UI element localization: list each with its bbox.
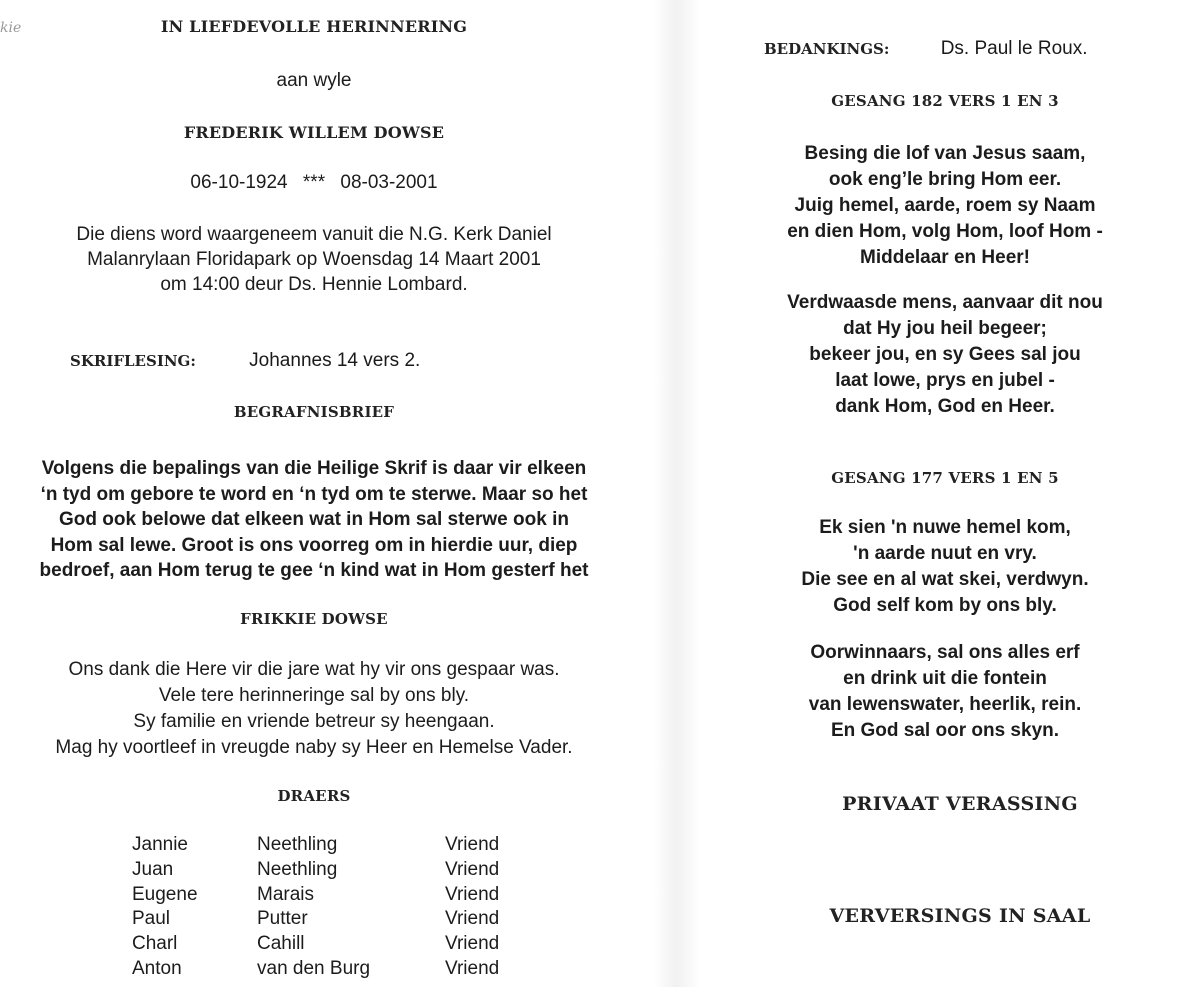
pallbearer-relation: Vriend — [445, 883, 500, 905]
table-row — [132, 958, 499, 983]
life-dates — [0, 170, 628, 195]
tribute-line: Ons dank die Here vir die jare wat hy vir ons gespaar was. — [68, 659, 560, 680]
burial-line: bedroef, aan Hom terug te gee ‘n kind wat in Hom gesterf het — [39, 560, 589, 581]
verse-line: God self kom by ons bly. — [833, 595, 1057, 616]
death-date: 08-03-2001 — [340, 172, 438, 193]
hymn2-verse1 — [700, 515, 1190, 619]
verse-line: laat lowe, prys en jubel - — [835, 370, 1055, 391]
pallbearer-relation: Vriend — [445, 858, 500, 880]
verse-line: Besing die lof van Jesus saam, — [804, 143, 1086, 164]
pallbearer-relation: Vriend — [445, 834, 500, 855]
refreshments-notice: VERVERSINGS IN SAAL — [829, 905, 1091, 927]
tribute-line: Sy familie en vriende betreur sy heengaan. — [133, 711, 495, 732]
pallbearer-relation: Vriend — [445, 908, 500, 930]
pallbearer-first: Jannie — [132, 834, 188, 855]
nickname-heading: FRIKKIE DOWSE — [240, 610, 388, 628]
pallbearer-first: Juan — [132, 858, 174, 880]
service-info — [0, 222, 628, 297]
hymn1-heading: GESANG 182 VERS 1 EN 3 — [831, 92, 1059, 110]
thanks-row — [764, 38, 1088, 60]
date-separator: *** — [302, 172, 326, 193]
hymn2-verse2 — [700, 640, 1190, 744]
verse-line: Oorwinnaars, sal ons alles erf — [810, 642, 1080, 663]
hymn2-heading: GESANG 177 VERS 1 EN 5 — [831, 469, 1059, 487]
table-row — [132, 933, 499, 958]
burial-line: Hom sal lewe. Groot is ons voorreg om in hierdie uur, diep — [50, 534, 578, 556]
thanks-value: Ds. Paul le Roux. — [940, 38, 1088, 59]
pallbearer-relation: Vriend — [445, 957, 500, 979]
cremation-notice: PRIVAAT VERASSING — [842, 793, 1078, 815]
verse-line: Die see en al wat skei, verdwyn. — [801, 569, 1089, 590]
burial-line: God ook belowe dat elkeen wat in Hom sal sterwe ook in — [59, 509, 569, 530]
pallbearer-first: Eugene — [132, 883, 198, 905]
thanks-label: BEDANKINGS: — [764, 40, 890, 58]
pallbearer-first: Anton — [132, 957, 182, 979]
verse-line: bekeer jou, en sy Gees sal jou — [809, 344, 1081, 365]
verse-line: Verdwaasde mens, aanvaar dit nou — [787, 292, 1103, 313]
hymn1-verse2 — [700, 290, 1190, 420]
pallbearers-heading: DRAERS — [277, 787, 351, 805]
right-page — [700, 0, 1200, 987]
service-line: Die diens word waargeneem vanuit die N.G. Kerk Daniel — [76, 224, 552, 245]
verse-line: En God sal oor ons skyn. — [830, 720, 1060, 741]
hymn1-verse1 — [700, 141, 1190, 271]
aan-wyle-text: aan wyle — [276, 70, 352, 91]
pallbearer-last: Neethling — [257, 834, 338, 855]
birth-date: 06-10-1924 — [190, 172, 288, 193]
scripture-label: SKRIFLESING: — [70, 352, 196, 370]
page-fold — [655, 0, 700, 987]
verse-line: van lewenswater, heerlik, rein. — [808, 694, 1082, 715]
burial-line: ‘n tyd om gebore te word en ‘n tyd om te sterwe. Maar so het — [40, 483, 588, 505]
burial-line: Volgens die bepalings van die Heilige Skrif is daar vir elkeen — [41, 458, 587, 479]
verse-line: Ek sien 'n nuwe hemel kom, — [819, 517, 1071, 538]
verse-line: Middelaar en Heer! — [860, 247, 1030, 268]
verse-line: 'n aarde nuut en vry. — [853, 543, 1037, 564]
table-row — [132, 884, 499, 909]
scripture-value: Johannes 14 vers 2. — [249, 350, 421, 371]
pallbearer-last: Putter — [257, 908, 308, 930]
verse-line: ook eng’le bring Hom eer. — [828, 169, 1062, 190]
pallbearer-relation: Vriend — [445, 933, 500, 955]
burial-heading: BEGRAFNISBRIEF — [233, 403, 395, 421]
verse-line: Juig hemel, aarde, roem sy Naam — [794, 195, 1096, 216]
service-line: om 14:00 deur Ds. Hennie Lombard. — [160, 274, 468, 295]
service-line: Malanrylaan Floridapark op Woensdag 14 Maart 2001 — [87, 249, 541, 270]
verse-line: dank Hom, God en Heer. — [835, 396, 1055, 417]
table-row — [132, 834, 499, 859]
verse-line: en drink uit die fontein — [843, 668, 1047, 689]
burial-letter — [0, 456, 628, 584]
tribute-line: Vele tere herinneringe sal by ons bly. — [158, 685, 470, 706]
corner-handwriting: kie — [0, 20, 22, 36]
deceased-name: FREDERIK WILLEM DOWSE — [183, 123, 445, 142]
verse-line: dat Hy jou heil begeer; — [843, 318, 1047, 339]
verse-line: en dien Hom, volg Hom, loof Hom - — [787, 221, 1103, 242]
pallbearer-last: van den Burg — [257, 957, 371, 979]
pallbearer-first: Charl — [132, 933, 178, 955]
memorial-heading: IN LIEFDEVOLLE HERINNERING — [160, 17, 468, 36]
pallbearer-last: Cahill — [257, 933, 305, 955]
tribute-line: Mag hy voortleef in vreugde naby sy Heer en Hemelse Vader. — [55, 737, 573, 758]
table-row — [132, 859, 499, 884]
pallbearer-first: Paul — [132, 908, 171, 930]
pallbearers-table — [132, 834, 499, 983]
table-row — [132, 908, 499, 933]
tribute — [0, 657, 628, 761]
pallbearer-last: Neethling — [257, 858, 338, 880]
scripture-row — [70, 350, 420, 372]
pallbearer-last: Marais — [257, 883, 315, 905]
